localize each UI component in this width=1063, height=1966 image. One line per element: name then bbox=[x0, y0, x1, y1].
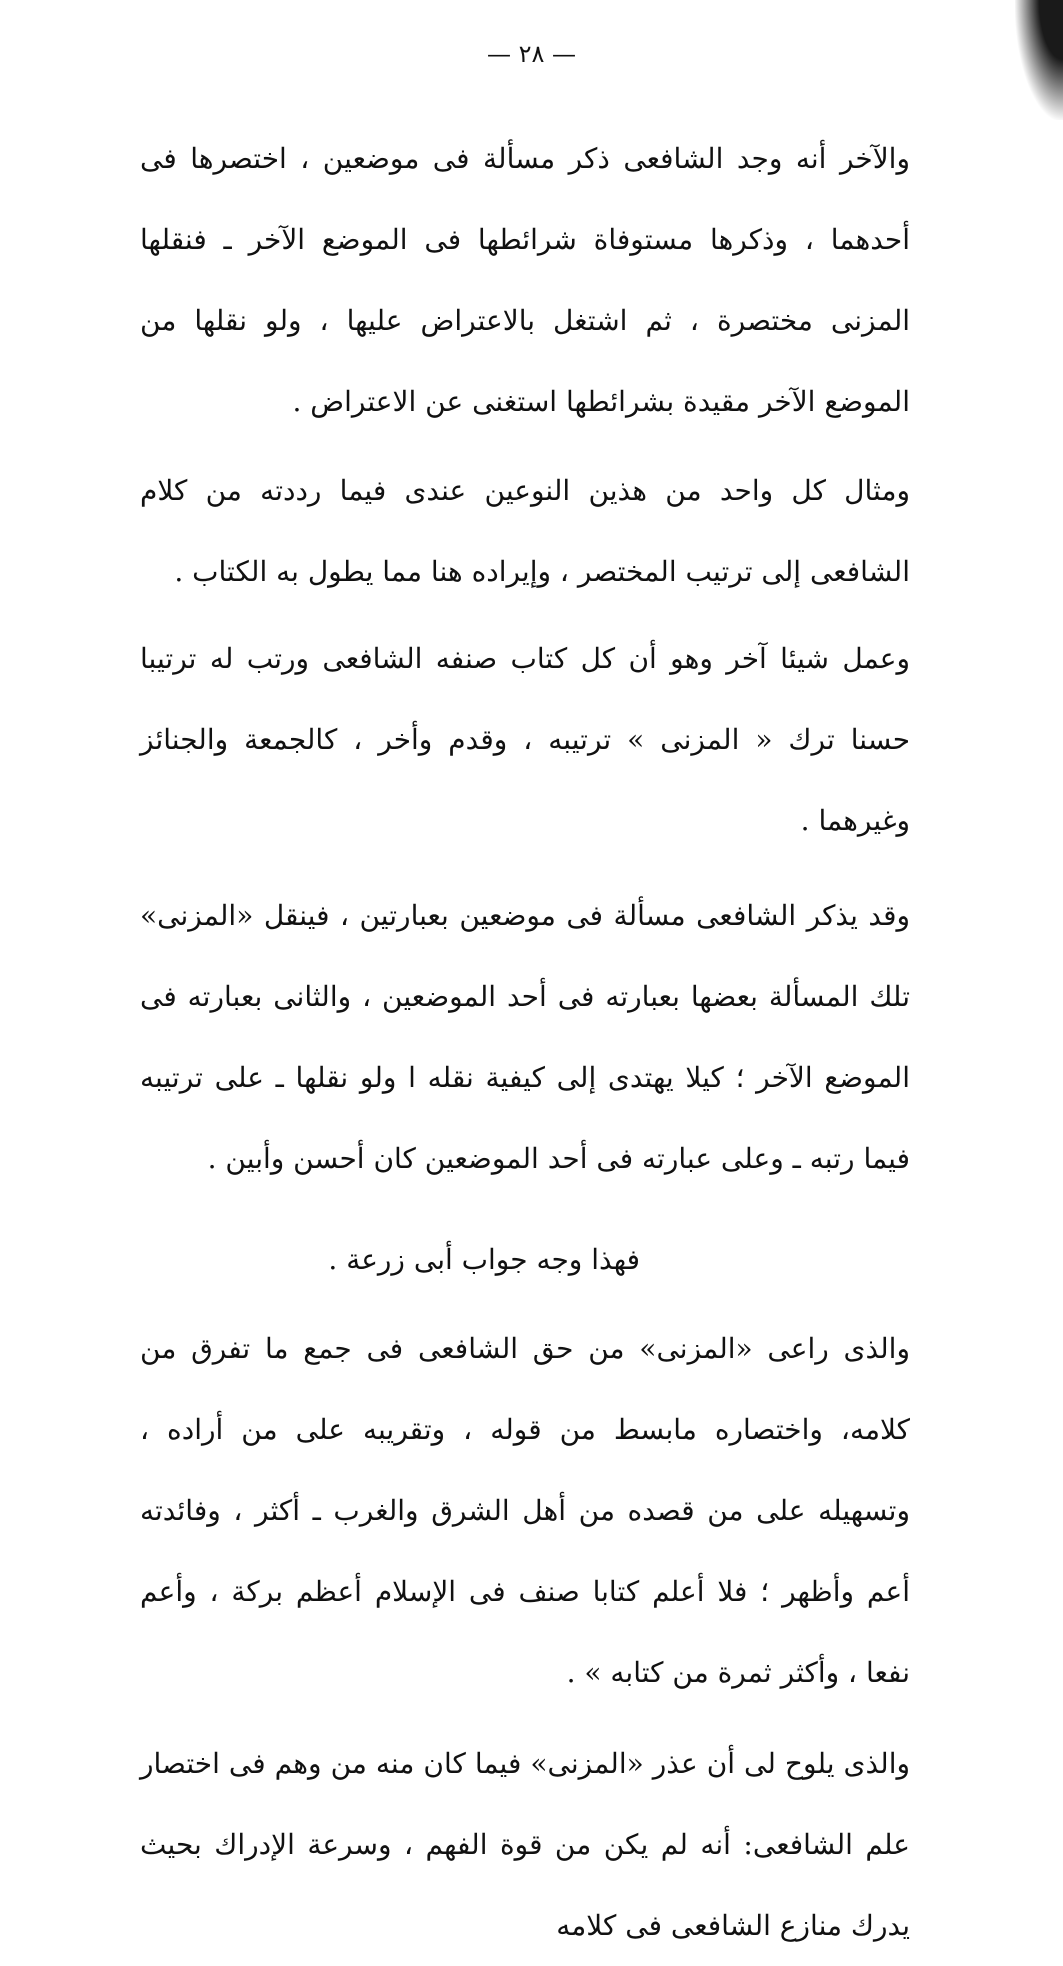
page-number: — ٢٨ — bbox=[486, 40, 577, 68]
page-body bbox=[140, 118, 910, 1966]
paragraph-3: وعمل شيئا آخر وهو أن كل كتاب صنفه الشافعى ورتب له ترتيبا حسنا ترك « المزنى » ترتيبه ، وقدم وأخر ، كالجمعة والجنائز وغيرهما . bbox=[140, 642, 910, 837]
paragraph-6: والذى راعى «المزنى» من حق الشافعى فى جمع ما تفرق من كلامه، واختصاره مابسط من قوله ، وتقريبه على من أراده ، وتسهيله على من قصده من أهل الشرق والغرب ـ أكثر ، وفائدته أعم وأظهر ؛ فلا أعلم كتابا صنف فى الإسلام أعظم بركة ، وأعم نفعا ، وأكثر ثمرة من كتابه » . bbox=[140, 1332, 910, 1689]
paragraph-7: والذى يلوح لى أن عذر «المزنى» فيما كان منه من وهم فى اختصار علم الشافعى: أنه لم يكن من قوة الفهم ، وسرعة الإدراك بحيث يدرك منازع الشافعى فى كلامه bbox=[140, 1747, 910, 1942]
paragraph-1: والآخر أنه وجد الشافعى ذكر مسألة فى موضعين ، اختصرها فى أحدهما ، وذكرها مستوفاة شرائطها فى الموضع الآخر ـ فنقلها المزنى مختصرة ، ثم اشتغل بالاعتراض عليها ، ولو نقلها من الموضع الآخر مقيدة بشرائطها استغنى عن الاعتراض . bbox=[140, 142, 910, 418]
paragraph-2: ومثال كل واحد من هذين النوعين عندى فيما رددته من كلام الشافعى إلى ترتيب المختصر ، وإيراده هنا مما يطول به الكتاب . bbox=[140, 474, 910, 588]
paragraph-4: وقد يذكر الشافعى مسألة فى موضعين بعبارتين ، فينقل «المزنى» تلك المسألة بعضها بعبارته فى أحد الموضعين ، والثانى بعبارته فى الموضع الآخر ؛ كيلا يهتدى إلى كيفية نقله ا ولو نقلها ـ على ترتيبه فيما رتبه ـ وعلى عبارته فى أحد الموضعين كان أحسن وأبين . bbox=[140, 899, 910, 1175]
paragraph-5: فهذا وجه جواب أبى زرعة . bbox=[328, 1243, 640, 1276]
